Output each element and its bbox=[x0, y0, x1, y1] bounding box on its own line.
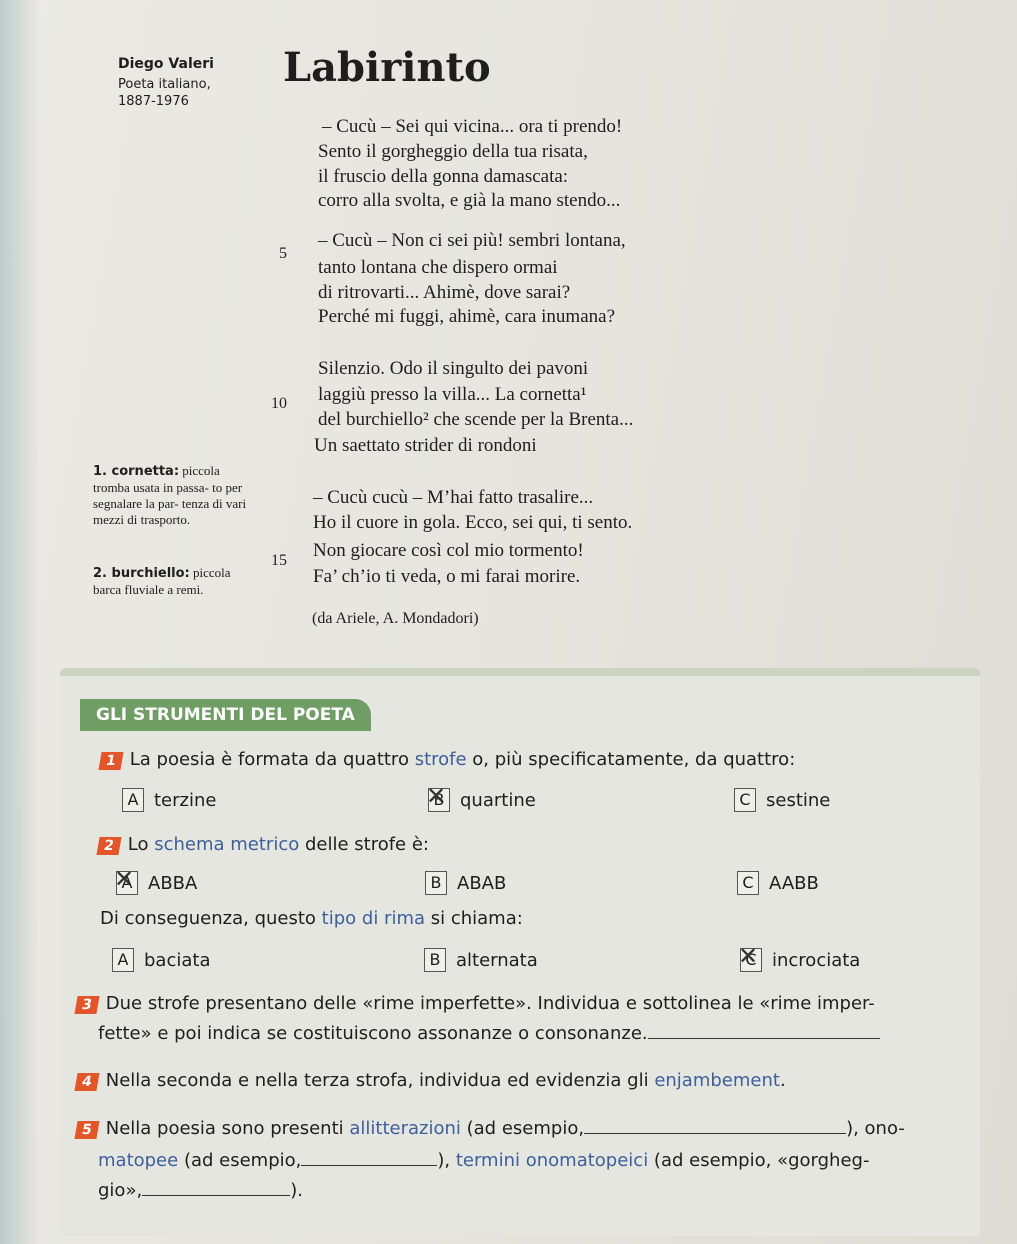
question-number: 3 bbox=[74, 996, 99, 1014]
question-text: o, più specificatamente, da quattro: bbox=[466, 749, 796, 770]
option-letter[interactable]: B bbox=[425, 871, 447, 895]
option-q1-c[interactable] bbox=[734, 788, 830, 812]
question-text: La poesia è formata da quattro bbox=[129, 749, 415, 770]
question-text: Due strofe presentano delle «rime imperfette». Individua e sottolinea le «rime imper- bbox=[105, 993, 875, 1014]
poem-line: – Cucù – Sei qui vicina... ora ti prendo! bbox=[322, 116, 623, 137]
question-3-line2 bbox=[98, 1023, 880, 1044]
option-letter[interactable]: A bbox=[112, 948, 134, 972]
answer-blank[interactable] bbox=[301, 1165, 437, 1166]
highlight-term: enjambement bbox=[654, 1070, 780, 1091]
section-title: GLI STRUMENTI DEL POETA bbox=[80, 699, 371, 731]
question-number: 1 bbox=[98, 752, 123, 770]
poem-line: Non giocare così col mio tormento! bbox=[313, 540, 584, 561]
option-label: ABBA bbox=[148, 872, 198, 894]
question-text: si chiama: bbox=[425, 908, 523, 929]
question-text: ). bbox=[290, 1180, 303, 1201]
author-role: Poeta italiano, bbox=[118, 77, 211, 92]
option-letter[interactable]: C bbox=[737, 871, 759, 895]
highlight-term: tipo di rima bbox=[321, 908, 426, 929]
footnote bbox=[93, 565, 258, 598]
poem-line: Sento il gorgheggio della tua risata, bbox=[318, 141, 588, 162]
poem-title: Labirinto bbox=[283, 44, 491, 91]
author-block bbox=[118, 56, 214, 109]
poem-line: il fruscio della gonna damascata: bbox=[318, 166, 569, 187]
footnote-text: piccola barca fluviale a remi. bbox=[93, 565, 231, 597]
question-number: 5 bbox=[74, 1121, 99, 1139]
option-q2-c[interactable] bbox=[737, 871, 819, 895]
answer-blank[interactable] bbox=[648, 1038, 880, 1039]
option-q2-a[interactable] bbox=[116, 871, 197, 895]
option-letter-checked[interactable]: C ✕ bbox=[740, 948, 762, 972]
highlight-term: termini onomatopeici bbox=[455, 1150, 649, 1171]
question-5-line2 bbox=[98, 1150, 869, 1171]
poem-line: tanto lontana che dispero ormai bbox=[318, 257, 558, 278]
question-1 bbox=[100, 749, 795, 770]
footnote-text: piccola tromba usata in passa- to per segnalare la par- tenza di vari mezzi di trasporto. bbox=[93, 463, 247, 527]
option-q2b-c[interactable] bbox=[740, 948, 860, 972]
option-label: AABB bbox=[769, 872, 819, 894]
option-letter-checked[interactable]: A ✕ bbox=[116, 871, 138, 895]
option-q2b-a[interactable] bbox=[112, 948, 210, 972]
option-letter[interactable]: B bbox=[424, 948, 446, 972]
option-q1-b[interactable] bbox=[428, 788, 536, 812]
question-number: 4 bbox=[74, 1073, 99, 1091]
footnote bbox=[93, 463, 258, 528]
option-label: sestine bbox=[766, 789, 831, 811]
answer-blank[interactable] bbox=[584, 1133, 846, 1134]
option-label: terzine bbox=[154, 789, 217, 811]
line-number: 10 bbox=[271, 395, 287, 412]
poem-line: – Cucù cucù – M’hai fatto trasalire... bbox=[313, 487, 594, 508]
question-text: (ad esempio, «gorgheg- bbox=[648, 1150, 870, 1171]
question-text: . bbox=[779, 1070, 786, 1091]
question-2-followup bbox=[100, 908, 523, 929]
question-5 bbox=[76, 1118, 905, 1139]
question-text: gio», bbox=[98, 1180, 143, 1201]
question-3 bbox=[76, 993, 875, 1014]
question-text: (ad esempio, bbox=[460, 1118, 585, 1139]
question-text: Lo bbox=[127, 834, 155, 855]
page-shadow bbox=[0, 0, 40, 1244]
question-5-line3 bbox=[98, 1180, 303, 1201]
poem-line: Silenzio. Odo il singulto dei pavoni bbox=[318, 358, 589, 379]
answer-blank[interactable] bbox=[142, 1195, 290, 1196]
question-text: Nella poesia sono presenti bbox=[105, 1118, 350, 1139]
question-text: ), ono- bbox=[846, 1118, 905, 1139]
footnote-term: 1. cornetta: bbox=[93, 464, 180, 479]
question-text: ), bbox=[437, 1150, 456, 1171]
option-label: incrociata bbox=[772, 949, 861, 971]
line-number: 15 bbox=[271, 552, 287, 569]
highlight-term: strofe bbox=[414, 749, 467, 770]
option-label: alternata bbox=[456, 949, 538, 971]
question-2 bbox=[98, 834, 429, 855]
poem-line: Perché mi fuggi, ahimè, cara inumana? bbox=[318, 306, 616, 327]
option-q2b-b[interactable] bbox=[424, 948, 538, 972]
highlight-term: schema metrico bbox=[154, 834, 300, 855]
poem-line: – Cucù – Non ci sei più! sembri lontana, bbox=[318, 230, 626, 251]
question-text: (ad esempio, bbox=[178, 1150, 302, 1171]
highlight-term: matopee bbox=[98, 1150, 179, 1171]
author-years: 1887-1976 bbox=[118, 94, 189, 109]
author-name: Diego Valeri bbox=[118, 56, 214, 72]
option-letter-checked[interactable]: B ✕ bbox=[428, 788, 450, 812]
poem-line: Un saettato strider di rondoni bbox=[314, 435, 537, 456]
question-text: delle strofe è: bbox=[299, 834, 429, 855]
question-text: Nella seconda e nella terza strofa, individua ed evidenzia gli bbox=[105, 1070, 655, 1091]
poem-line: laggiù presso la villa... La cornetta¹ bbox=[318, 384, 587, 405]
option-q1-a[interactable] bbox=[122, 788, 216, 812]
option-label: baciata bbox=[144, 949, 211, 971]
option-letter[interactable]: A bbox=[122, 788, 144, 812]
poem-line: corro alla svolta, e già la mano stendo... bbox=[318, 190, 621, 211]
question-4 bbox=[76, 1070, 786, 1091]
option-q2-b[interactable] bbox=[425, 871, 506, 895]
question-number: 2 bbox=[96, 837, 121, 855]
poem-line: del burchiello² che scende per la Brenta... bbox=[318, 409, 634, 430]
poem-line: Fa’ ch’io ti veda, o mi farai morire. bbox=[313, 566, 581, 587]
highlight-term: allitterazioni bbox=[349, 1118, 461, 1139]
question-text: fette» e poi indica se costituiscono assonanze o consonanze. bbox=[98, 1023, 648, 1044]
poem-line: di ritrovarti... Ahimè, dove sarai? bbox=[318, 282, 571, 303]
option-label: quartine bbox=[460, 789, 536, 811]
line-number: 5 bbox=[279, 245, 287, 262]
option-letter[interactable]: C bbox=[734, 788, 756, 812]
poem-source: (da Ariele, A. Mondadori) bbox=[312, 610, 479, 627]
option-label: ABAB bbox=[457, 872, 507, 894]
footnote-term: 2. burchiello: bbox=[93, 566, 190, 581]
poem-line: Ho il cuore in gola. Ecco, sei qui, ti sento. bbox=[313, 512, 633, 533]
question-text: Di conseguenza, questo bbox=[100, 908, 322, 929]
